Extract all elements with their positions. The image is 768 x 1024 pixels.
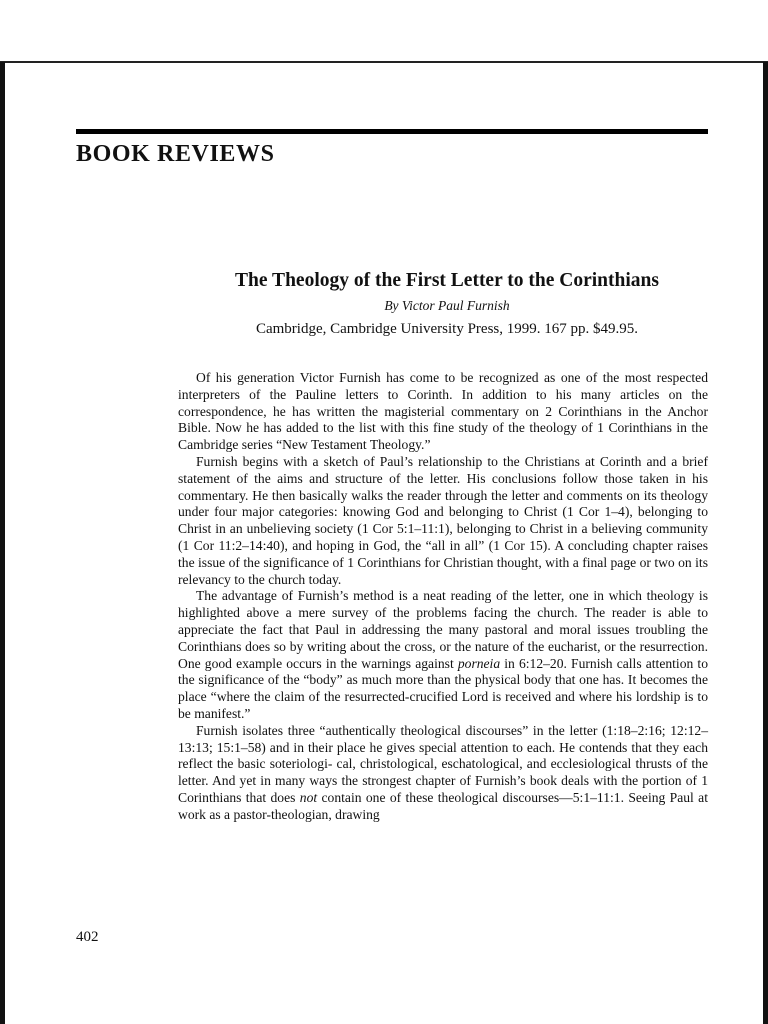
scan-top-edge	[0, 61, 768, 63]
section-rule	[76, 129, 708, 134]
review-paragraph-1: Of his generation Victor Furnish has come to be recognized as one of the most respected interpreters of the Pauline letters to Corinth. In addition to his many articles on the correspondence, he has written the magisterial commentary on 2 Corinthians in the Anchor Bible. Now he has added to the list with this fine study of the theology of 1 Corinthians in the Cambridge series “New Testament Theology.”	[178, 370, 708, 453]
review-paragraph-4	[178, 723, 708, 824]
review-paragraph-2: Furnish begins with a sketch of Paul’s relationship to the Christians at Corinth and a brief statement of the aims and structure of the letter. His conclusions follow those taken in his commentary. He then basically walks the reader through the letter and comments on its theology under four major categories: knowing God and belonging to Christ (1 Cor 1–4), belonging to Christ in an unbelieving society (1 Cor 5:1–11:1), belonging to Christ in a believing community (1 Cor 11:2–14:40), and hoping in God, the “all in all” (1 Cor 15). A concluding chapter raises the issue of the significance of 1 Corinthians for Christian thought, with a final page or two on its relevancy to the church today.	[178, 453, 708, 587]
book-publication-info: Cambridge, Cambridge University Press, 1999. 167 pp. $49.95.	[255, 321, 639, 337]
book-author: By Victor Paul Furnish	[384, 298, 510, 313]
review-body	[178, 370, 708, 824]
scan-right-edge	[763, 62, 768, 1024]
page-number: 402	[76, 929, 99, 945]
paragraph-text: in 6:12–20. Furnish calls attention to the significance of the “body” as much more than the physical body that one has. It becomes the place “where the claim of the resurrected-crucified Lord is received and where his lordship is to be manifest.”	[178, 655, 708, 721]
section-title: BOOK REVIEWS	[76, 141, 275, 167]
paragraph-text: The advantage of Furnish’s method is a neat reading of the letter, one in which theology is highlighted above a mere survey of the problems facing the church. The reader is able to appreciate the fact that Paul in addressing the many pastoral and moral issues troubling the Corinthians does so by writing about the cross, or the nature of the eucharist, or the resurrection. One good example occurs in the warnings against	[178, 588, 708, 671]
book-title: The Theology of the First Letter to the Corinthians	[235, 270, 659, 291]
italic-term: not	[299, 789, 318, 805]
italic-term: porneia	[457, 655, 501, 671]
review-paragraph-3	[178, 588, 708, 722]
paragraph-text: contain one of these theological discourses—5:1–11:1. Seeing Paul at work as a pastor-theologian, drawing	[178, 789, 708, 822]
paragraph-text: Furnish isolates three “authentically theological discourses” in the letter (1:18–2:16; 12:12–13:13; 15:1–58) and in their place he gives special attention to each. He contends that they each reflect the basic soteriologi- cal, christological, eschatological, and ecclesiological thrusts of the letter. And yet in many ways the strongest chapter of Furnish’s book deals with the portion of 1 Corinthians that does	[178, 722, 708, 805]
scan-left-edge	[0, 62, 5, 1024]
